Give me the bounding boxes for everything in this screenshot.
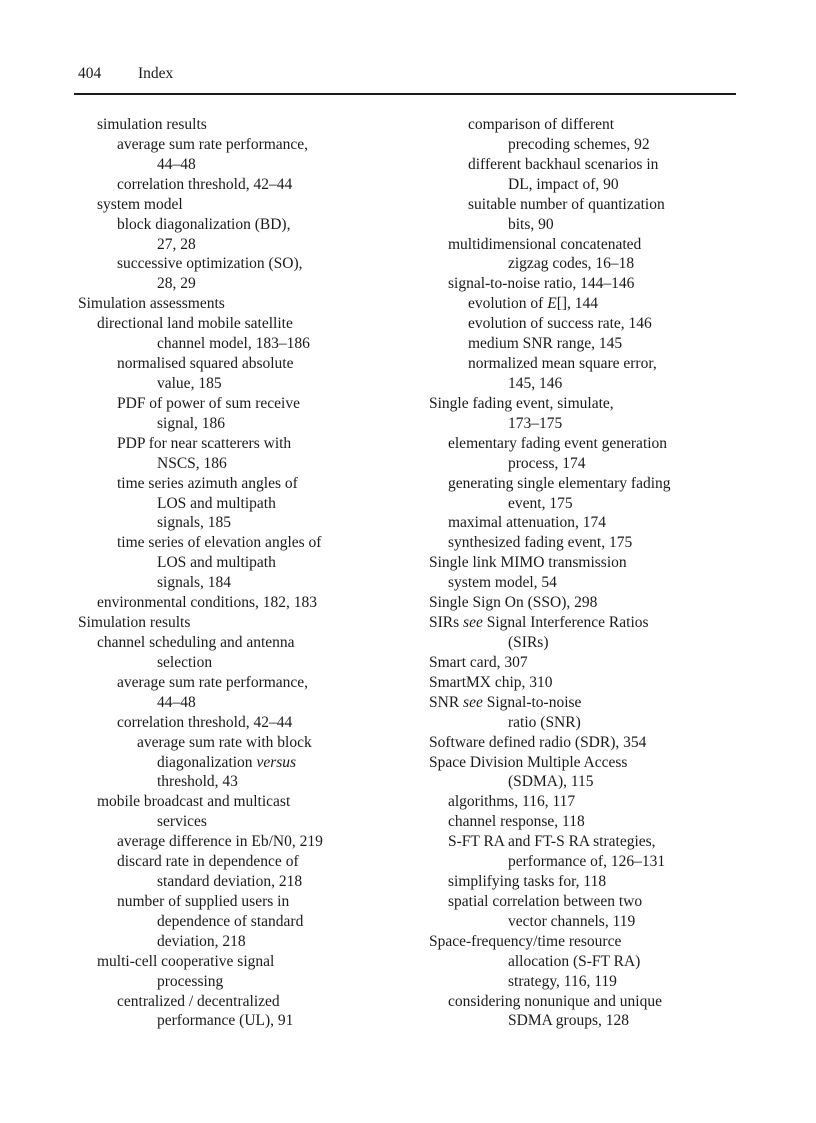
index-entry bbox=[78, 653, 418, 673]
entry-text: process, 174 bbox=[508, 454, 586, 472]
index-entry bbox=[429, 414, 739, 434]
index-entry bbox=[78, 593, 418, 613]
entry-text: dependence of standard bbox=[157, 912, 304, 930]
entry-text: (SIRs) bbox=[508, 633, 549, 651]
index-entry bbox=[429, 1011, 739, 1031]
index-entry bbox=[429, 693, 739, 713]
entry-text: processing bbox=[157, 972, 224, 990]
index-entry bbox=[429, 254, 739, 274]
entry-text: PDP for near scatterers with bbox=[117, 434, 292, 452]
entry-text: time series azimuth angles of bbox=[117, 474, 298, 492]
index-entry bbox=[78, 633, 418, 653]
entry-italic-text: versus bbox=[256, 753, 297, 771]
entry-text: multidimensional concatenated bbox=[448, 235, 642, 253]
entry-text: number of supplied users in bbox=[117, 892, 290, 910]
index-entry bbox=[78, 215, 418, 235]
index-entry bbox=[78, 533, 418, 553]
index-entry bbox=[429, 593, 739, 613]
entry-text: normalised squared absolute bbox=[117, 355, 294, 373]
index-entry bbox=[429, 115, 739, 135]
entry-text: channel response, 118 bbox=[448, 813, 585, 831]
index-entry bbox=[78, 832, 418, 852]
entry-italic-text: E bbox=[547, 295, 557, 313]
index-entry bbox=[429, 474, 739, 494]
index-entry bbox=[78, 314, 418, 334]
index-entry bbox=[78, 434, 418, 454]
index-entry bbox=[78, 414, 418, 434]
entry-text: vector channels, 119 bbox=[508, 912, 636, 930]
index-entry bbox=[78, 494, 418, 514]
entry-text: SDMA groups, 128 bbox=[508, 1012, 630, 1030]
entry-text: zigzag codes, 16–18 bbox=[508, 255, 635, 273]
entry-text: performance of, 126–131 bbox=[508, 853, 666, 871]
index-entry bbox=[429, 812, 739, 832]
index-entry bbox=[78, 334, 418, 354]
index-entry bbox=[429, 274, 739, 294]
index-entry bbox=[78, 733, 418, 753]
entry-text: SIRs bbox=[429, 614, 464, 632]
entry-text: (SDMA), 115 bbox=[508, 773, 594, 791]
entry-text: correlation threshold, 42–44 bbox=[117, 713, 293, 731]
entry-text: channel scheduling and antenna bbox=[97, 633, 295, 651]
entry-text: Simulation results bbox=[78, 614, 191, 632]
index-entry bbox=[78, 992, 418, 1012]
index-column-right bbox=[429, 115, 739, 1031]
index-entry bbox=[78, 175, 418, 195]
entry-text: SmartMX chip, 310 bbox=[429, 673, 553, 691]
entry-text: 44–48 bbox=[157, 693, 196, 711]
entry-text: mobile broadcast and multicast bbox=[97, 793, 291, 811]
index-entry bbox=[78, 354, 418, 374]
index-entry bbox=[78, 454, 418, 474]
index-entry bbox=[429, 573, 739, 593]
index-entry bbox=[78, 254, 418, 274]
entry-text: services bbox=[157, 813, 207, 831]
index-entry bbox=[78, 852, 418, 872]
entry-text: bits, 90 bbox=[508, 215, 554, 233]
entry-text: time series of elevation angles of bbox=[117, 534, 322, 552]
entry-text: simplifying tasks for, 118 bbox=[448, 873, 607, 891]
entry-text: S-FT RA and FT-S RA strategies, bbox=[448, 833, 656, 851]
header-rule bbox=[74, 93, 736, 95]
index-entry bbox=[78, 1011, 418, 1031]
entry-text: suitable number of quantization bbox=[468, 195, 665, 213]
index-entry bbox=[429, 354, 739, 374]
entry-text: synthesized fading event, 175 bbox=[448, 534, 633, 552]
index-entry bbox=[429, 892, 739, 912]
page-title: Index bbox=[138, 65, 174, 82]
entry-text: deviation, 218 bbox=[157, 932, 246, 950]
entry-text: event, 175 bbox=[508, 494, 573, 512]
entry-text: Space-frequency/time resource bbox=[429, 932, 622, 950]
index-entry bbox=[78, 892, 418, 912]
index-entry bbox=[429, 494, 739, 514]
entry-text: 27, 28 bbox=[157, 235, 196, 253]
index-column-left bbox=[78, 115, 418, 1031]
index-entry bbox=[78, 792, 418, 812]
entry-text: channel model, 183–186 bbox=[157, 335, 310, 353]
index-entry bbox=[429, 434, 739, 454]
entry-text-after: Signal Interference Ratios bbox=[482, 614, 649, 632]
entry-text: PDF of power of sum receive bbox=[117, 394, 300, 412]
index-entry bbox=[78, 115, 418, 135]
entry-text: diagonalization bbox=[157, 753, 257, 771]
entry-text: signal, 186 bbox=[157, 414, 226, 432]
index-entry bbox=[78, 135, 418, 155]
entry-text-after: [], 144 bbox=[556, 295, 599, 313]
entry-text: algorithms, 116, 117 bbox=[448, 793, 576, 811]
index-entry bbox=[429, 314, 739, 334]
index-entry bbox=[78, 394, 418, 414]
entry-text: 28, 29 bbox=[157, 275, 196, 293]
entry-text: signal-to-noise ratio, 144–146 bbox=[448, 275, 635, 293]
entry-text: Smart card, 307 bbox=[429, 653, 528, 671]
entry-text: value, 185 bbox=[157, 374, 222, 392]
entry-text: signals, 185 bbox=[157, 514, 232, 532]
index-entry bbox=[429, 733, 739, 753]
index-entry bbox=[78, 772, 418, 792]
entry-text: 173–175 bbox=[508, 414, 563, 432]
index-entry bbox=[429, 454, 739, 474]
index-entry bbox=[429, 932, 739, 952]
entry-text: Space Division Multiple Access bbox=[429, 753, 628, 771]
entry-text: system model bbox=[97, 195, 183, 213]
entry-text: LOS and multipath bbox=[157, 554, 276, 572]
index-entry bbox=[429, 673, 739, 693]
entry-text: LOS and multipath bbox=[157, 494, 276, 512]
entry-text: standard deviation, 218 bbox=[157, 873, 303, 891]
index-entry bbox=[78, 613, 418, 633]
entry-text: ratio (SNR) bbox=[508, 713, 581, 731]
index-entry bbox=[429, 992, 739, 1012]
entry-italic-text: see bbox=[463, 614, 483, 632]
index-entry bbox=[429, 135, 739, 155]
index-entry bbox=[429, 533, 739, 553]
entry-italic-text: see bbox=[463, 693, 483, 711]
index-entry bbox=[78, 553, 418, 573]
entry-text: simulation results bbox=[97, 116, 207, 133]
index-entry bbox=[429, 235, 739, 255]
index-entry bbox=[429, 374, 739, 394]
index-entry bbox=[429, 553, 739, 573]
index-entry bbox=[78, 155, 418, 175]
entry-text: Single Sign On (SSO), 298 bbox=[429, 594, 598, 612]
index-entry bbox=[78, 972, 418, 992]
entry-text: Single link MIMO transmission bbox=[429, 554, 627, 572]
entry-text: average difference in Eb/N0, 219 bbox=[117, 833, 323, 851]
index-entry bbox=[429, 772, 739, 792]
page-header bbox=[78, 64, 173, 84]
index-entry bbox=[78, 374, 418, 394]
entry-text: NSCS, 186 bbox=[157, 454, 227, 472]
entry-text: spatial correlation between two bbox=[448, 892, 643, 910]
index-entry bbox=[78, 872, 418, 892]
entry-text: block diagonalization (BD), bbox=[117, 215, 291, 233]
index-entry bbox=[429, 155, 739, 175]
entry-text: maximal attenuation, 174 bbox=[448, 514, 606, 532]
index-entry bbox=[78, 474, 418, 494]
entry-text: different backhaul scenarios in bbox=[468, 155, 659, 173]
entry-text: generating single elementary fading bbox=[448, 474, 671, 492]
entry-text: precoding schemes, 92 bbox=[508, 135, 650, 153]
index-entry bbox=[78, 513, 418, 533]
entry-text: discard rate in dependence of bbox=[117, 853, 299, 871]
index-entry bbox=[78, 912, 418, 932]
entry-text: normalized mean square error, bbox=[468, 355, 657, 373]
index-entry bbox=[429, 653, 739, 673]
entry-text: comparison of different bbox=[468, 116, 615, 133]
entry-text: average sum rate performance, bbox=[117, 673, 309, 691]
entry-text: multi-cell cooperative signal bbox=[97, 952, 275, 970]
entry-text: Single fading event, simulate, bbox=[429, 394, 614, 412]
index-entry bbox=[429, 294, 739, 314]
entry-text: system model, 54 bbox=[448, 574, 557, 592]
index-entry bbox=[429, 753, 739, 773]
index-entry bbox=[429, 912, 739, 932]
entry-text: performance (UL), 91 bbox=[157, 1012, 294, 1030]
index-entry bbox=[78, 753, 418, 773]
entry-text: Simulation assessments bbox=[78, 295, 225, 313]
index-entry bbox=[429, 394, 739, 414]
entry-text: selection bbox=[157, 653, 213, 671]
index-entry bbox=[429, 613, 739, 633]
index-entry bbox=[78, 294, 418, 314]
index-entry bbox=[429, 195, 739, 215]
index-entry bbox=[78, 573, 418, 593]
entry-text: considering nonunique and unique bbox=[448, 992, 662, 1010]
entry-text: SNR bbox=[429, 693, 464, 711]
entry-text: evolution of success rate, 146 bbox=[468, 315, 652, 333]
entry-text: 145, 146 bbox=[508, 374, 563, 392]
entry-text-after: Signal-to-noise bbox=[482, 693, 582, 711]
index-entry bbox=[429, 713, 739, 733]
entry-text: DL, impact of, 90 bbox=[508, 175, 619, 193]
index-entry bbox=[78, 952, 418, 972]
index-entry bbox=[78, 693, 418, 713]
index-entry bbox=[78, 713, 418, 733]
entry-text: allocation (S-FT RA) bbox=[508, 952, 641, 970]
index-entry bbox=[429, 952, 739, 972]
page-number: 404 bbox=[78, 65, 102, 82]
entry-text: elementary fading event generation bbox=[448, 434, 668, 452]
index-entry bbox=[78, 235, 418, 255]
index-entry bbox=[78, 673, 418, 693]
entry-text: correlation threshold, 42–44 bbox=[117, 175, 293, 193]
index-entry bbox=[78, 195, 418, 215]
index-entry bbox=[429, 334, 739, 354]
index-entry bbox=[429, 633, 739, 653]
entry-text: medium SNR range, 145 bbox=[468, 335, 623, 353]
entry-text: threshold, 43 bbox=[157, 773, 238, 791]
entry-text: 44–48 bbox=[157, 155, 196, 173]
index-entry bbox=[429, 175, 739, 195]
index-entry bbox=[429, 792, 739, 812]
index-entry bbox=[429, 972, 739, 992]
index-entry bbox=[78, 274, 418, 294]
index-entry bbox=[429, 215, 739, 235]
index-entry bbox=[78, 812, 418, 832]
entry-text: successive optimization (SO), bbox=[117, 255, 303, 273]
index-entry bbox=[429, 832, 739, 852]
entry-text: Software defined radio (SDR), 354 bbox=[429, 733, 647, 751]
entry-text: average sum rate with block bbox=[137, 733, 312, 751]
index-entry bbox=[429, 872, 739, 892]
index-entry bbox=[429, 513, 739, 533]
index-entry bbox=[78, 932, 418, 952]
entry-text: centralized / decentralized bbox=[117, 992, 280, 1010]
entry-text: average sum rate performance, bbox=[117, 135, 309, 153]
entry-text: evolution of bbox=[468, 295, 548, 313]
entry-text: signals, 184 bbox=[157, 574, 232, 592]
entry-text: environmental conditions, 182, 183 bbox=[97, 594, 317, 612]
entry-text: strategy, 116, 119 bbox=[508, 972, 617, 990]
entry-text: directional land mobile satellite bbox=[97, 315, 293, 333]
index-entry bbox=[429, 852, 739, 872]
